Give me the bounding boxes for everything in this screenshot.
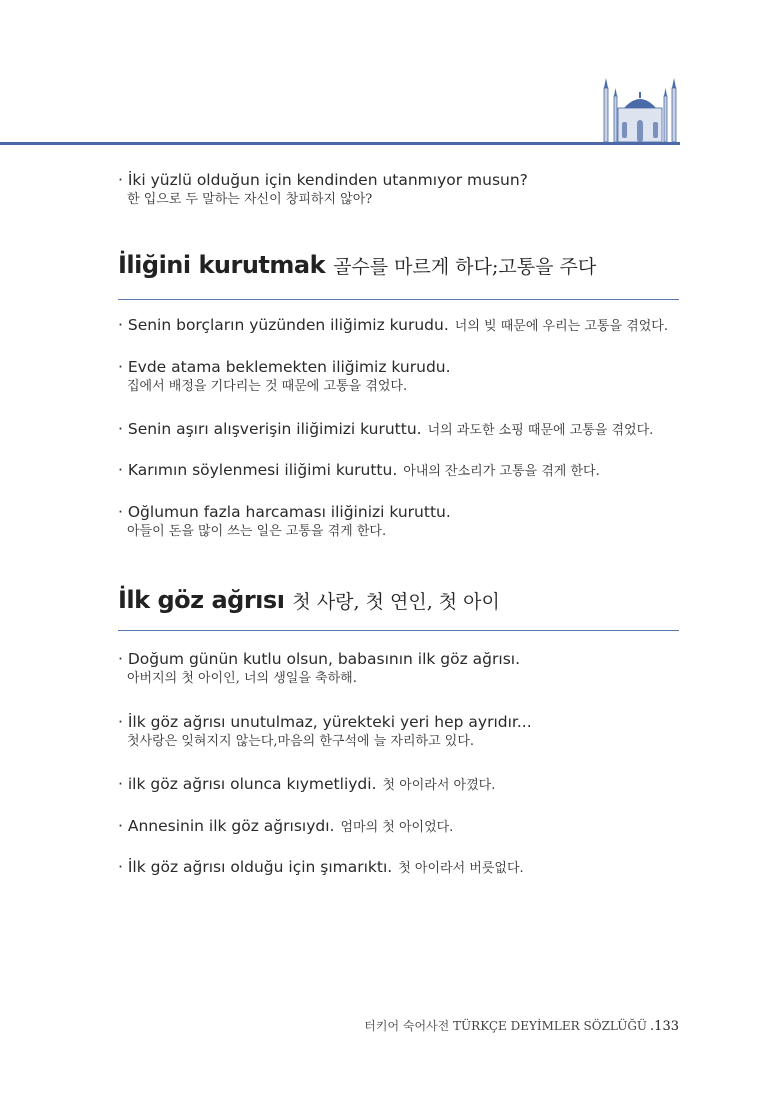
example-turkish: · İlk göz ağrısı olduğu için şımarıktı. bbox=[118, 858, 393, 876]
example-korean: 엄마의 첫 아이었다. bbox=[340, 820, 454, 835]
example-turkish: · Doğum günün kutlu olsun, babasının ilk göz ağrısı. bbox=[118, 650, 521, 668]
example-korean: 아버지의 첫 아이인, 너의 생일을 축하해. bbox=[127, 671, 357, 686]
example-turkish: · Evde atama beklemekten iliğimiz kurudu. bbox=[118, 358, 451, 376]
example-turkish: · İki yüzlü olduğun için kendinden utanmıyor musun? bbox=[118, 171, 528, 189]
example-item bbox=[118, 857, 524, 877]
example-turkish: · Senin aşırı alışverişin iliğimizi kuruttu. bbox=[118, 420, 422, 438]
example-item bbox=[118, 315, 668, 335]
example-item bbox=[118, 357, 451, 396]
page-footer bbox=[364, 1017, 679, 1034]
example-korean: 아들이 돈을 많이 쓰는 일은 고통을 겪게 한다. bbox=[127, 524, 387, 539]
example-turkish: · Oğlumun fazla harcaması iliğinizi kuruttu. bbox=[118, 503, 451, 521]
example-item bbox=[118, 816, 453, 836]
example-turkish: · Karımın söylenmesi iliğimi kuruttu. bbox=[118, 461, 398, 479]
example-turkish: · Senin borçların yüzünden iliğimiz kurudu. bbox=[118, 316, 449, 334]
header-rule bbox=[0, 142, 680, 145]
book-title: 터키어 숙어사전 TÜRKÇE DEYİMLER SÖZLÜĞÜ bbox=[364, 1019, 648, 1033]
example-turkish: · Annesinin ilk göz ağrısıydı. bbox=[118, 817, 335, 835]
example-item bbox=[118, 649, 520, 688]
example-korean: 집에서 배정을 기다리는 것 때문에 고통을 겪었다. bbox=[127, 379, 408, 394]
example-turkish: · İlk göz ağrısı unutulmaz, yürekteki yeri hep ayrıdır... bbox=[118, 713, 532, 731]
example-korean: 첫 아이라서 버릇없다. bbox=[398, 861, 524, 876]
mosque-icon bbox=[598, 78, 682, 144]
example-item bbox=[118, 712, 532, 751]
example-korean: 아내의 잔소리가 고통을 겪게 한다. bbox=[403, 464, 600, 479]
idiom-title-turkish: İlk göz ağrısı bbox=[118, 586, 285, 614]
idiom-title-turkish: İliğini kurutmak bbox=[118, 251, 326, 279]
example-turkish: · ilk göz ağrısı olunca kıymetliydi. bbox=[118, 775, 377, 793]
idiom-heading bbox=[118, 586, 500, 614]
page-number: .133 bbox=[650, 1019, 679, 1034]
example-korean: 너의 빚 때문에 우리는 고통을 겪었다. bbox=[454, 319, 668, 334]
example-item bbox=[118, 774, 495, 794]
example-korean: 너의 과도한 소핑 때문에 고통을 겪었다. bbox=[427, 423, 654, 438]
example-korean: 첫 아이라서 아꼈다. bbox=[382, 778, 496, 793]
example-item bbox=[118, 502, 451, 541]
example-korean: 첫사랑은 잊혀지지 않는다,마음의 한구석에 늘 자리하고 있다. bbox=[127, 734, 475, 749]
idiom-title-korean: 첫 사랑, 첫 연인, 첫 아이 bbox=[292, 591, 500, 613]
heading-rule bbox=[118, 299, 679, 300]
heading-rule bbox=[118, 630, 679, 631]
idiom-title-korean: 골수를 마르게 하다;고통을 주다 bbox=[333, 256, 597, 278]
example-item bbox=[118, 419, 653, 439]
example-item bbox=[118, 170, 528, 209]
example-item bbox=[118, 460, 600, 480]
example-korean: 한 입으로 두 말하는 자신이 창피하지 않아? bbox=[127, 192, 373, 207]
idiom-heading bbox=[118, 251, 596, 279]
